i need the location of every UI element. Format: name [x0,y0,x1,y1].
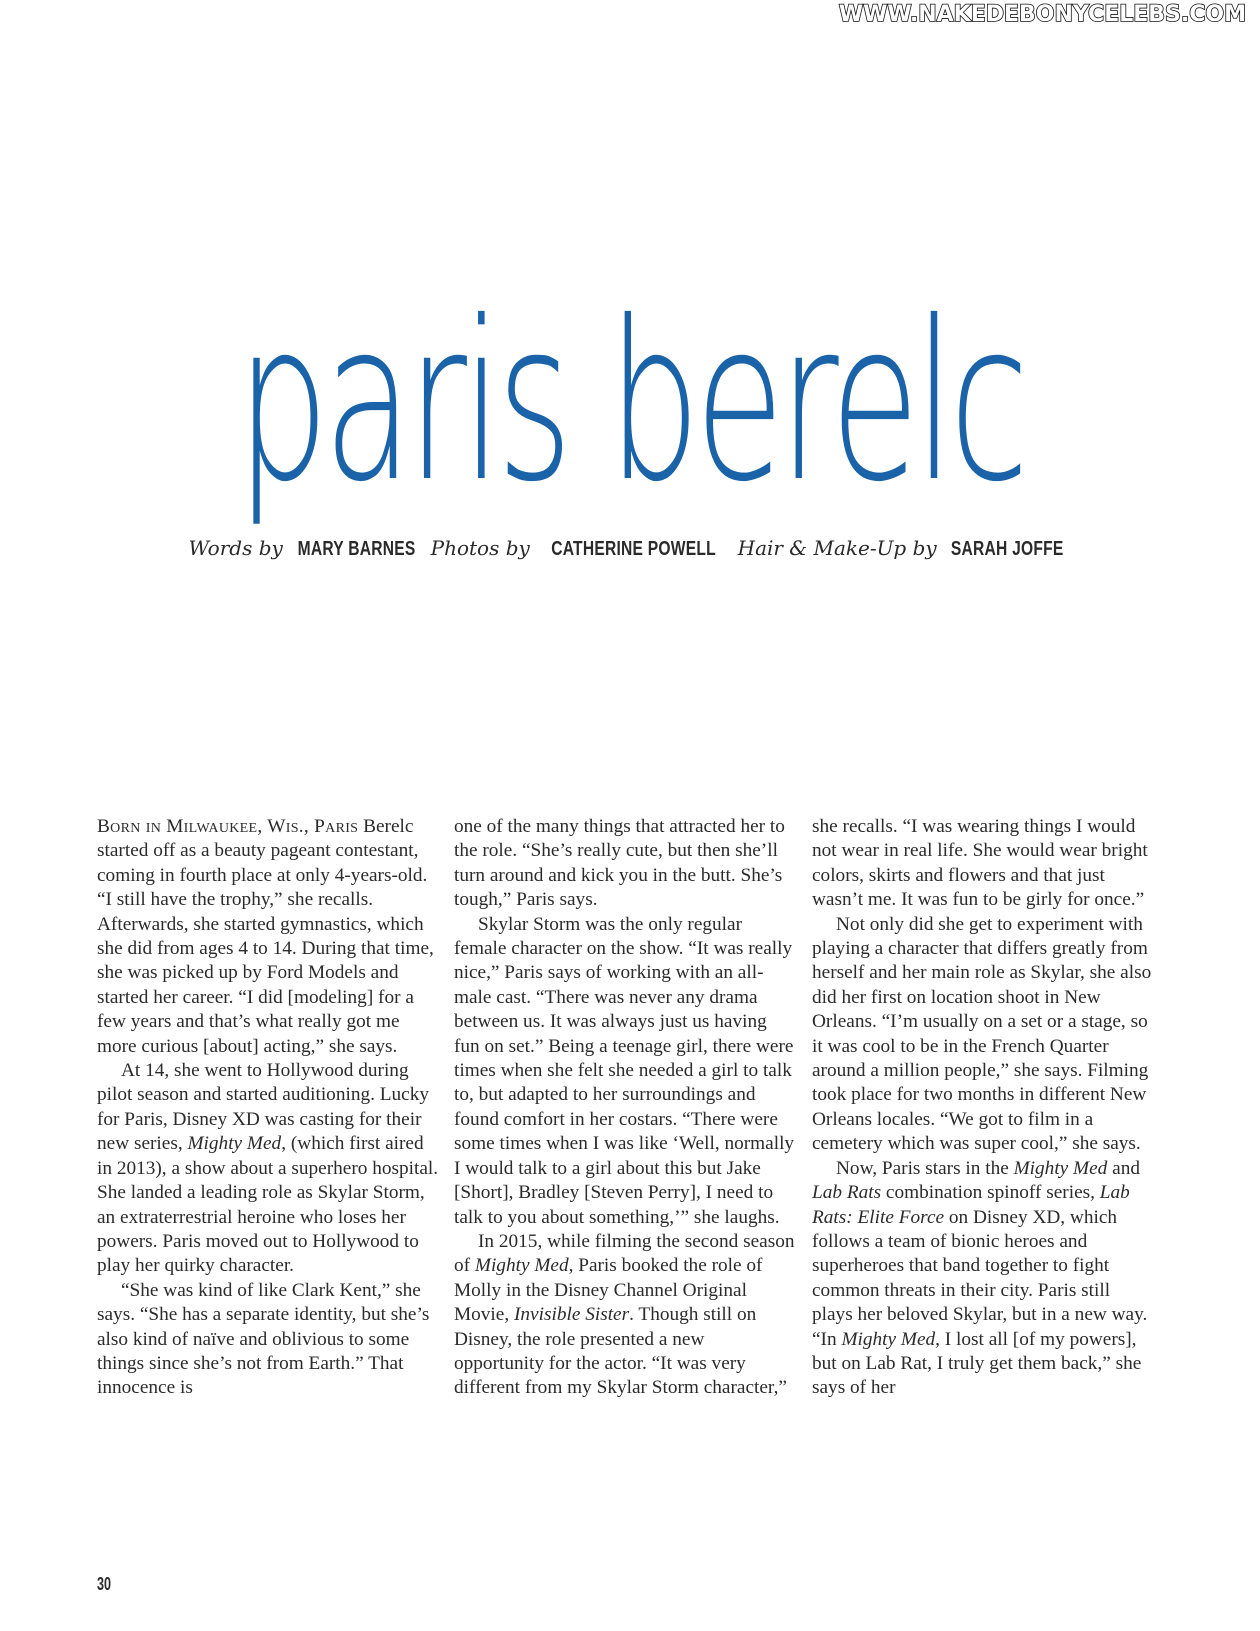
article-title: paris berelc [236,274,1024,530]
lead-in: Born in Milwaukee, Wis., Paris [97,816,359,837]
column-2 [454,815,796,1401]
credits-line [0,536,1260,561]
hair-role: Hair & Make-Up by [737,536,937,560]
words-role: Words by [188,536,283,560]
paragraph: one of the many things that attracted her to the role. “She’s really cute, but then she’ll turn around and kick you in the butt. She’s tough,” Paris says. [454,816,785,911]
paragraph: At 14, she went to Hollywood during pilot season and started auditioning. Lucky for Paris, Disney XD was casting for their new series, Mighty Med, (which first aired in 2013), a show about a superhero hospital. She landed a leading role as Skylar Storm, an extraterrestrial heroine who loses her powers. Paris moved out to Hollywood to play her quirky character. [97,1060,439,1277]
paragraph: Now, Paris stars in the Mighty Med and Lab Rats combination spinoff series, Lab Rats: Elite Force on Disney XD, which follows a team of bionic heroes and superheroes that band together to fight common threats in their city. Paris still plays her beloved Skylar, but in a new way. “In Mighty Med, I lost all [of my powers], but on Lab Rat, I truly get them back,” she says of her [812,1157,1148,1399]
photos-name: CATHERINE POWELL [551,538,717,560]
paragraph: she recalls. “I was wearing things I would not wear in real life. She would wear bright colors, skirts and flowers and that just wasn’t me. It was fun to be girly for once.” [812,816,1148,911]
words-name: MARY BARNES [297,538,416,560]
hair-name: SARAH JOFFE [950,538,1064,560]
column-3 [812,815,1154,1401]
photos-role: Photos by [430,536,530,560]
paragraph: Born in Milwaukee, Wis., Paris Berelc started off as a beauty pageant contestant, coming in fourth place at only 4-years-old. “I still have the trophy,” she recalls. Afterwards, she started gymnastics, which she did from ages 4 to 14. During that time, she was picked up by Ford Models and started her career. “I did [modeling] for a few years and that’s what really got me more curious [about] acting,” she says. [97,816,434,1057]
paragraph: In 2015, while filming the second season of Mighty Med, Paris booked the role of Molly in the Disney Channel Original Movie, Invisible Sister. Though still on Disney, the role presented a new opportunity for the actor. “It was very different from my Skylar Storm character,” [454,1230,795,1399]
watermark: WWW.NAKEDEBONYCELEBS.COM [838,2,1246,27]
paragraph: Skylar Storm was the only regular female character on the show. “It was really nice,” Paris says of working with an all-male cast. “There was never any drama between us. It was always just us having fun on set.” Being a teenage girl, there were times when she felt she needed a girl to talk to, but adapted to her surroundings and found comfort in her costars. “There were some times when I was like ‘Well, normally I would talk to a girl about this but Jake [Short], Bradley [Steven Perry], I need to talk to you about something,’” she laughs. [454,913,795,1228]
column-1 [97,815,439,1401]
page-number: 30 [97,1574,112,1594]
paragraph: Not only did she get to experiment with playing a character that differs greatly from herself and her main role as Skylar, she also did her first on location shoot in New Orleans. “I’m usually on a set or a stage, so it was cool to be in the French Quarter around a million people,” she says. Filming took place for two months in different New Orleans locales. “We got to film in a cemetery which was super cool,” she says. [812,913,1152,1155]
paragraph: “She was kind of like Clark Kent,” she says. “She has a separate identity, but she’s also kind of naïve and oblivious to some things since she’s not from Earth.” That innocence is [97,1279,430,1399]
